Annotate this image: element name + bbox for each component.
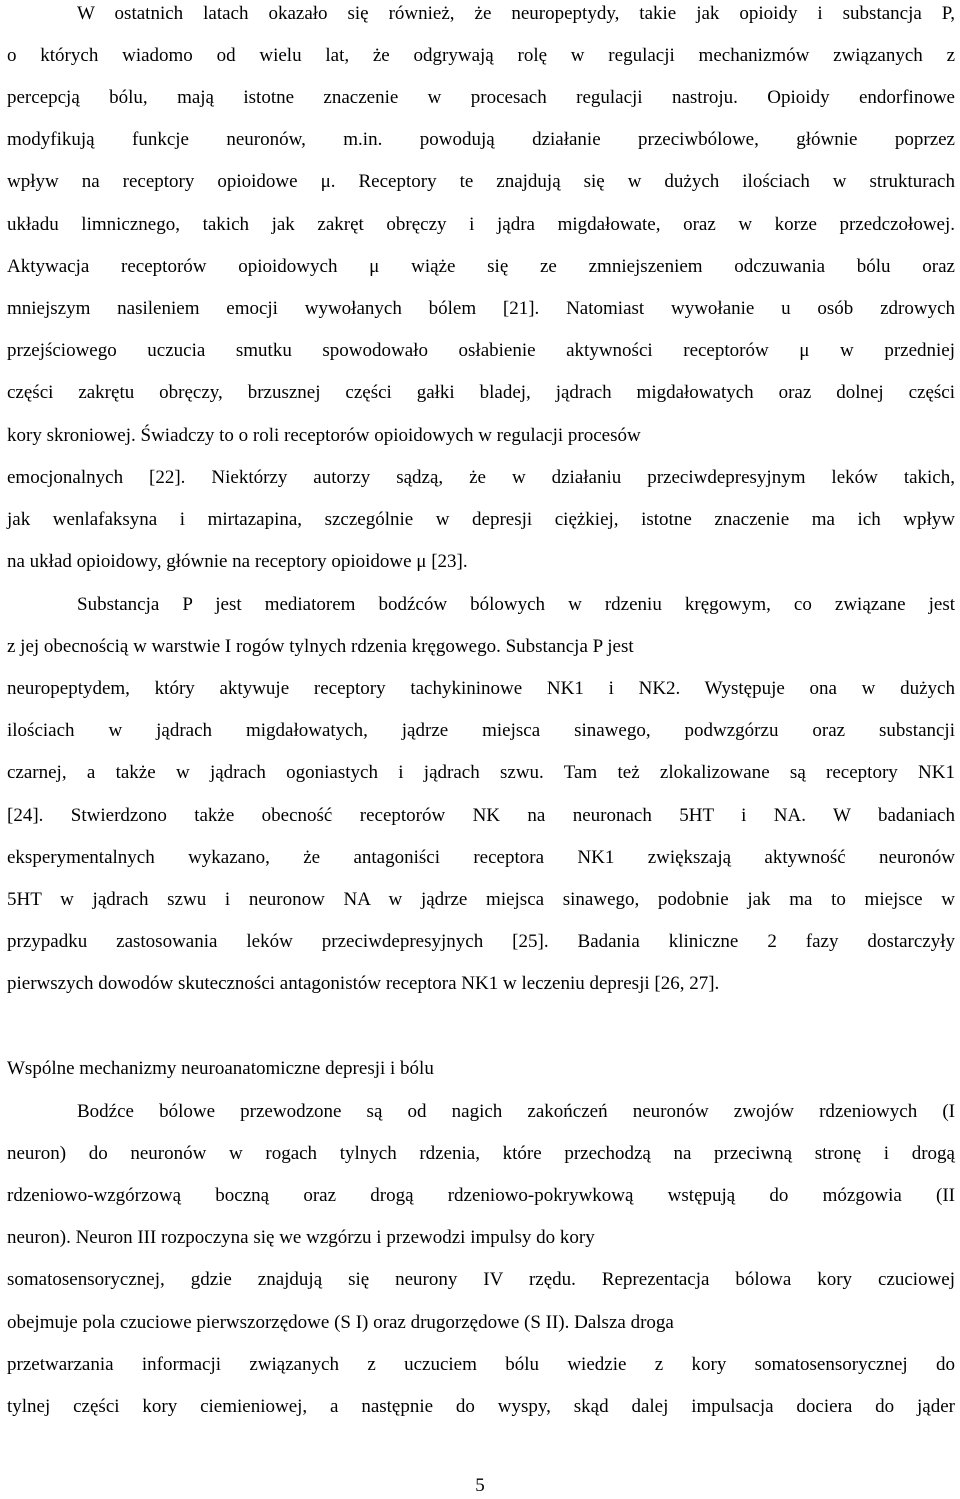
page-number: 5 [475,1475,485,1496]
paragraph-line: przejściowego uczucia smutku spowodowało osłabienie aktywności receptorów μ w przedniej [7,340,955,361]
paragraph-line: obejmuje pola czuciowe pierwszorzędowe (S I) oraz drugorzędowe (S II). Dalsza droga [7,1312,674,1333]
paragraph-line: przetwarzania informacji związanych z uczuciem bólu wiedzie z kory somatosensorycznej do [7,1354,955,1375]
paragraph-line: wpływ na receptory opioidowe μ. Receptory te znajdują się w dużych ilościach w strukturach [7,171,955,192]
paragraph-line: rdzeniowo-wzgórzową boczną oraz drogą rdzeniowo-pokrywkową wstępują do mózgowia (II [7,1185,955,1206]
paragraph-line: neuron). Neuron III rozpoczyna się we wzgórzu i przewodzi impulsy do kory [7,1227,595,1248]
paragraph-line: Aktywacja receptorów opioidowych μ wiąże się ze zmniejszeniem odczuwania bólu oraz [7,256,955,277]
paragraph-line: emocjonalnych [22]. Niektórzy autorzy sądzą, że w działaniu przeciwdepresyjnym leków takich, [7,467,955,488]
paragraph-line: neuron) do neuronów w rogach tylnych rdzenia, które przechodzą na przeciwną stronę i drogą [7,1143,955,1164]
paragraph-line: mniejszym nasileniem emocji wywołanych bólem [21]. Natomiast wywołanie u osób zdrowych [7,298,955,319]
paragraph-line: percepcją bólu, mają istotne znaczenie w procesach regulacji nastroju. Opioidy endorfinowe [7,87,955,108]
paragraph-line: jak wenlafaksyna i mirtazapina, szczególnie w depresji ciężkiej, istotne znaczenie ma ich wpływ [7,509,955,530]
paragraph-line: 5HT w jądrach szwu i neuronow NA w jądrze miejsca sinawego, podobnie jak ma to miejsce w [7,889,955,910]
paragraph-line: W ostatnich latach okazało się również, że neuropeptydy, takie jak opioidy i substancja P, [77,3,955,24]
paragraph-line: układu limnicznego, takich jak zakręt obręczy i jądra migdałowate, oraz w korze przedczołowej. [7,214,955,235]
paragraph-line: na układ opioidowy, głównie na receptory opioidowe μ [23]. [7,551,468,572]
paragraph-line: modyfikują funkcje neuronów, m.in. powodują działanie przeciwbólowe, głównie poprzez [7,129,955,150]
paragraph-line: przypadku zastosowania leków przeciwdepresyjnych [25]. Badania kliniczne 2 fazy dostarczyły [7,931,955,952]
paragraph-line: tylnej części kory ciemieniowej, a następnie do wyspy, skąd dalej impulsacja dociera do jąder [7,1396,955,1417]
paragraph-line: o których wiadomo od wielu lat, że odgrywają rolę w regulacji mechanizmów związanych z [7,45,955,66]
paragraph-line: ilościach w jądrach migdałowatych, jądrze miejsca sinawego, podwzgórzu oraz substancji [7,720,955,741]
paragraph-line: pierwszych dowodów skuteczności antagonistów receptora NK1 w leczeniu depresji [26, 27]. [7,973,720,994]
paragraph-line: czarnej, a także w jądrach ogoniastych i jądrach szwu. Tam też zlokalizowane są receptory NK1 [7,762,955,783]
paragraph-line: Bodźce bólowe przewodzone są od nagich zakończeń neuronów zwojów rdzeniowych (I [77,1101,955,1122]
paragraph-line: Substancja P jest mediatorem bodźców bólowych w rdzeniu kręgowym, co związane jest [77,594,955,615]
paragraph-line: [24]. Stwierdzono także obecność receptorów NK na neuronach 5HT i NA. W badaniach [7,805,955,826]
paragraph-line: kory skroniowej. Świadczy to o roli receptorów opioidowych w regulacji procesów [7,425,641,446]
paragraph-line: neuropeptydem, który aktywuje receptory tachykininowe NK1 i NK2. Występuje ona w dużych [7,678,955,699]
paragraph-line: części zakrętu obręczy, brzusznej części gałki bladej, jądrach migdałowatych oraz dolnej części [7,382,955,403]
paragraph-line: z jej obecnością w warstwie I rogów tylnych rdzenia kręgowego. Substancja P jest [7,636,634,657]
paragraph-line: somatosensorycznej, gdzie znajdują się neurony IV rzędu. Reprezentacja bólowa kory czuciowej [7,1269,955,1290]
paragraph-line: eksperymentalnych wykazano, że antagoniści receptora NK1 zwiększają aktywność neuronów [7,847,955,868]
section-heading: Wspólne mechanizmy neuroanatomiczne depresji i bólu [7,1058,434,1079]
